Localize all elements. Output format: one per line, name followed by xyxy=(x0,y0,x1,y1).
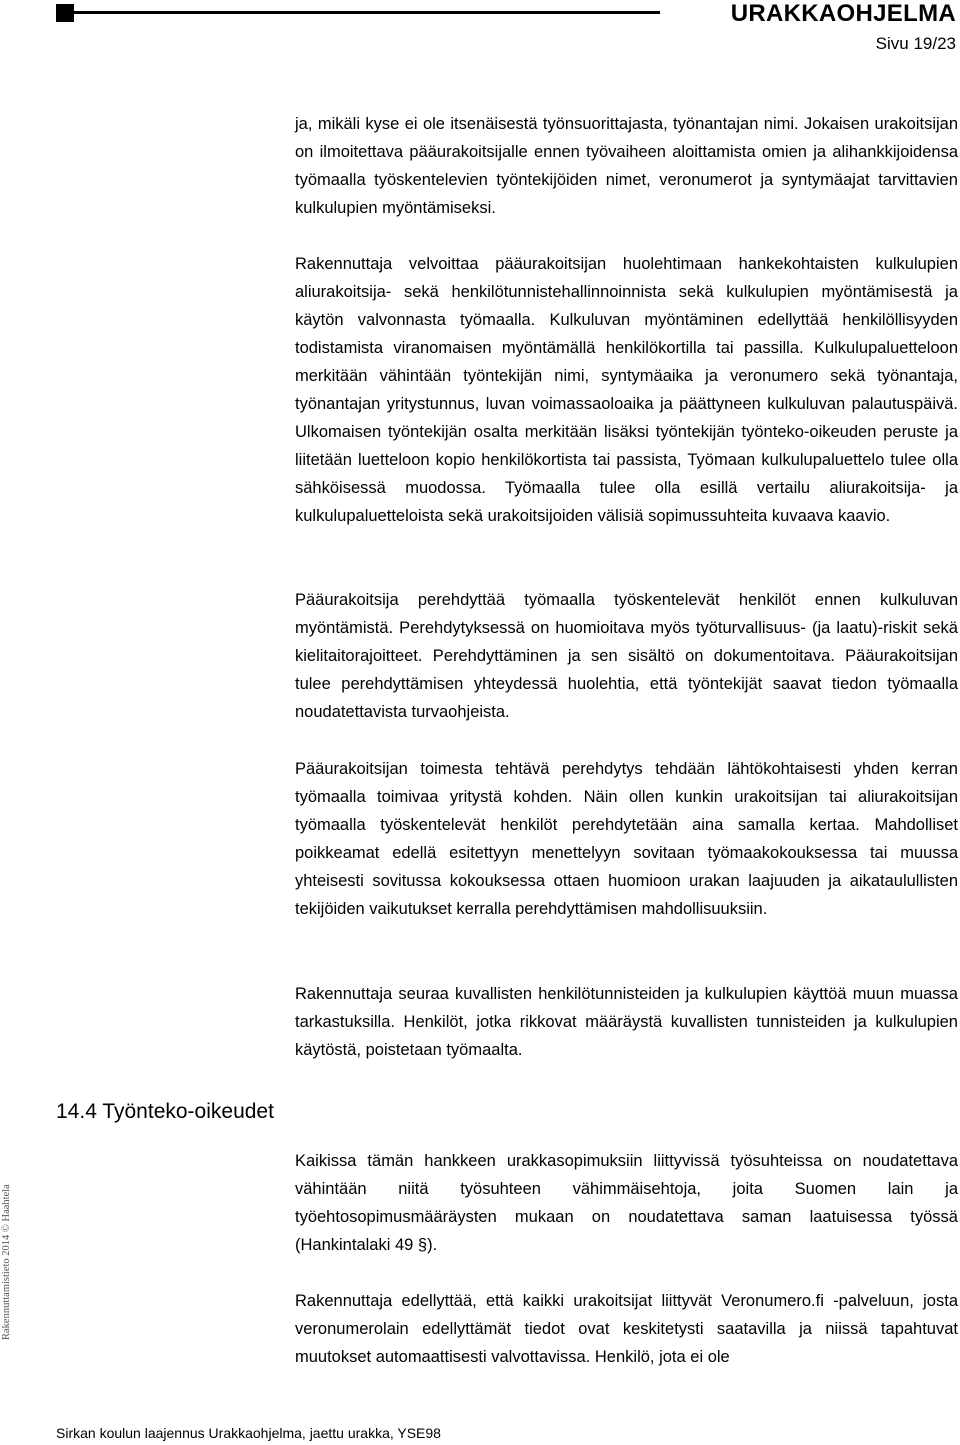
page-number: Sivu 19/23 xyxy=(875,34,956,53)
footer-text: Sirkan koulun laajennus Urakkaohjelma, jaettu urakka, YSE98 xyxy=(56,1425,441,1441)
section-heading: 14.4 Työnteko-oikeudet xyxy=(56,1100,274,1123)
paragraph-registration: ja, mikäli kyse ei ole itsenäisestä työnsuorittajasta, työnantajan nimi. Jokaisen urakoitsijan on ilmoitettava pääurakoitsijalle ennen työvaiheen aloittamista omien ja alihankkijoidensa työmaalla työskentelevien työntekijöiden nimet, veronumerot ja syntymäajat tarvittavien kulkulupien myöntämiseksi. xyxy=(295,115,958,217)
paragraph-employment-terms: Kaikissa tämän hankkeen urakkasopimuksiin liittyvissä työsuhteissa on noudatettava vähintään niitä työsuhteen vähimmäisehtoja, joita Suomen lain ja työehtosopimusmääräysten mukaan on noudatettava saman laatuisessa työssä (Hankintalaki 49 §). xyxy=(295,1152,958,1254)
paragraph-tax-number-service: Rakennuttaja edellyttää, että kaikki urakoitsijat liittyvät Veronumero.fi -palveluun, josta veronumerolain edellyttämät tiedot ovat keskitetysti saatavilla ja niissä tapahtuvat muutokset automaattisesti valvottavissa. Henkilö, jota ei ole xyxy=(295,1292,958,1366)
paragraph-access-permits: Rakennuttaja velvoittaa pääurakoitsijan huolehtimaan hankekohtaisten kulkulupien aliurakoitsija- sekä henkilötunnistehallinnoinnista sekä kulkulupien myöntämisestä ja käytön valvonnasta työmaalla. Kulkuluvan myöntäminen edellyttää henkilöllisyyden todistamista viranomaisen myöntämällä henkilökortilla tai passilla. Kulkulupaluetteloon merkitään vähintään työntekijän nimi, syntymäaika ja veronumero sekä työnantaja, työnantajan yritystunnus, luvan voimassaoloaika ja päättyneen kulkuluvan palautuspäivä. Ulkomaisen työntekijän osalta merkitään lisäksi työntekijän työnteko-oikeuden peruste ja liitetään luetteloon kopio henkilökortista tai passista, Työmaan kulkulupaluettelo tulee olla sähköisessä muodossa. Työmaalla tulee olla esillä vertailu aliurakoitsija- ja kulkulupaluetteloista sekä urakoitsijoiden välisiä sopimussuhteita kuvaava kaavio. xyxy=(295,255,958,525)
side-watermark: Rakennuttamistieto 2014 © Haahtela xyxy=(1,1184,12,1340)
paragraph-orientation: Pääurakoitsija perehdyttää työmaalla työskentelevät henkilöt ennen kulkuluvan myöntämistä. Perehdytyksessä on huomioitava myös työturvallisuus- (ja laatu)-riskit sekä kielitaitorajoitteet. Perehdyttäminen ja sen sisältö on dokumentoitava. Pääurakoitsijan tulee perehdyttämisen yhteydessä huolehtia, että työntekijät saavat tiedon työmaalla noudatettavista turvaohjeista. xyxy=(295,591,958,721)
document-title: URAKKAOHJELMA xyxy=(730,0,956,27)
paragraph-orientation-practice: Pääurakoitsijan toimesta tehtävä perehdytys tehdään lähtökohtaisesti yhden kerran työmaalla toimivaa yritystä kohden. Näin ollen kunkin urakoitsijan tai aliurakoitsijan työmaalla työskentelevät henkilöt perehdytetään aina samalla kertaa. Mahdolliset poikkeamat edellä esitettyyn menettelyyn sovitaan työmaakokouksessa tai muussa yhteisesti sovitussa kokouksessa ottaen huomioon urakan laajuuden ja aikataulullisten tekijöiden vaikutukset kerralla perehdyttämisen mahdollisuuksiin. xyxy=(295,760,958,918)
paragraph-monitoring: Rakennuttaja seuraa kuvallisten henkilötunnisteiden ja kulkulupien käyttöä muun muassa tarkastuksilla. Henkilöt, jotka rikkovat määräystä kuvallisten tunnisteiden ja kulkulupien käytöstä, poistetaan työmaalta. xyxy=(295,985,958,1059)
header-rule xyxy=(74,11,660,14)
header-marker-square xyxy=(56,4,74,22)
